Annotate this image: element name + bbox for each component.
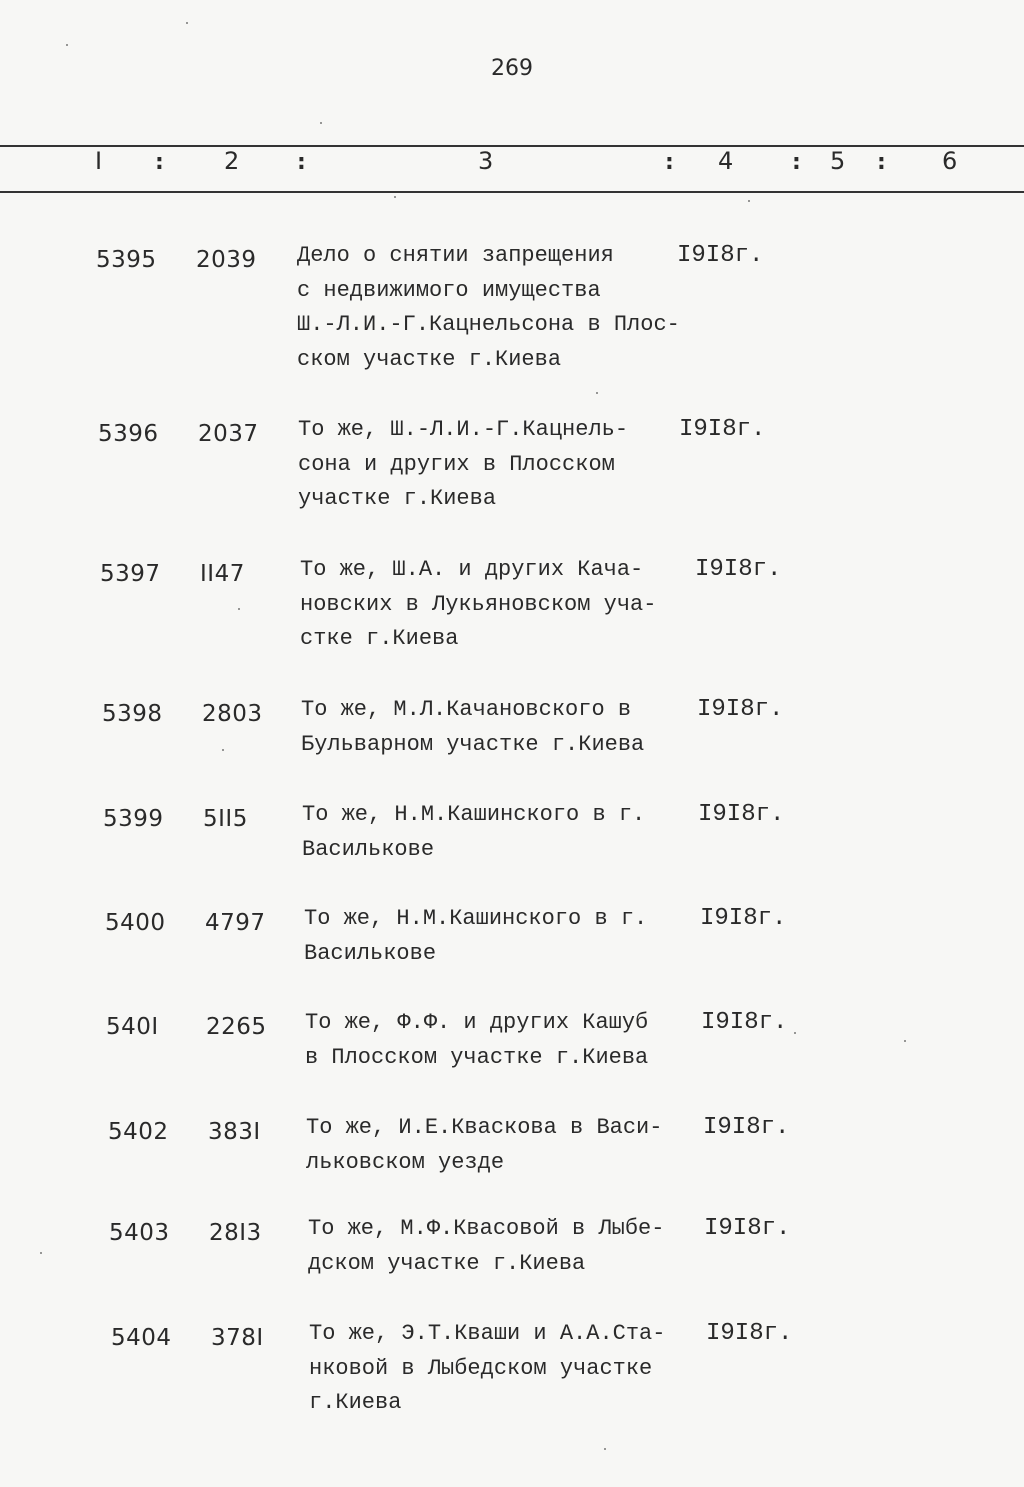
- file-number: 4797: [205, 910, 266, 936]
- entry-year: I9I8г.: [703, 1114, 790, 1141]
- entry-number: 5398: [102, 701, 163, 727]
- scan-speck: [394, 196, 396, 198]
- scan-speck: [596, 392, 598, 394]
- header-separator: :: [877, 150, 886, 175]
- header-col-2: 2: [224, 147, 240, 175]
- entry-number: 5399: [103, 806, 164, 832]
- entry-description: То же, Ш.-Л.И.-Г.Кацнель- сона и других в Плосском участке г.Киева: [298, 417, 629, 511]
- entry-number: 5404: [111, 1325, 172, 1351]
- scan-speck: [604, 1448, 606, 1450]
- entry-year: I9I8г.: [700, 905, 787, 932]
- file-number: 5II5: [203, 806, 248, 832]
- header-top-rule: [0, 145, 1024, 147]
- entry-description: То же, Ш.А. и других Кача- новских в Лукьяновском уча- стке г.Киева: [300, 557, 657, 651]
- entry-year: I9I8г.: [679, 416, 766, 443]
- scan-speck: [320, 122, 322, 124]
- entry-description: То же, М.Л.Качановского в Бульварном участке г.Киева: [301, 697, 645, 757]
- scan-speck: [222, 749, 224, 751]
- entry-number: 5400: [105, 910, 166, 936]
- entry-number: 5402: [108, 1119, 169, 1145]
- file-number: 383I: [208, 1119, 261, 1145]
- header-col-6: 6: [942, 147, 958, 175]
- file-number: 2037: [198, 421, 259, 447]
- header-separator: :: [297, 150, 306, 175]
- entry-number: 5395: [96, 247, 157, 273]
- file-number: 2265: [206, 1014, 267, 1040]
- entry-description: То же, Ф.Ф. и других Кашуб в Плосском участке г.Киева: [305, 1010, 649, 1070]
- entry-description: То же, Н.М.Кашинского в г. Василькове: [302, 802, 646, 862]
- file-number: 28I3: [209, 1220, 262, 1246]
- header-col-5: 5: [830, 147, 846, 175]
- entry-number: 5403: [109, 1220, 170, 1246]
- entry-number: 540I: [106, 1014, 159, 1040]
- header-separator: :: [665, 150, 674, 175]
- file-number: 378I: [211, 1325, 264, 1351]
- entry-year: I9I8г.: [695, 556, 782, 583]
- header-col-4: 4: [718, 147, 734, 175]
- entry-year: I9I8г.: [698, 801, 785, 828]
- entry-number: 5397: [100, 561, 161, 587]
- scan-speck: [904, 1040, 906, 1042]
- header-separator: :: [792, 150, 801, 175]
- header-col-3: 3: [478, 147, 494, 175]
- header-bottom-rule: [0, 191, 1024, 193]
- scan-speck: [40, 1252, 42, 1254]
- entry-year: I9I8г.: [677, 242, 764, 269]
- entry-year: I9I8г.: [701, 1009, 788, 1036]
- header-col-1: I: [95, 147, 103, 175]
- entry-description: То же, М.Ф.Квасовой в Лыбе- дском участке г.Киева: [308, 1216, 665, 1276]
- scan-speck: [66, 44, 68, 46]
- file-number: II47: [200, 561, 245, 587]
- entry-year: I9I8г.: [704, 1215, 791, 1242]
- entry-description: То же, Н.М.Кашинского в г. Василькове: [304, 906, 648, 966]
- entry-year: I9I8г.: [697, 696, 784, 723]
- scan-speck: [794, 1032, 796, 1034]
- file-number: 2803: [202, 701, 263, 727]
- page-number: 269: [491, 56, 533, 81]
- scan-speck: [238, 608, 240, 610]
- entry-description: То же, И.Е.Кваскова в Васи- льковском уезде: [306, 1115, 663, 1175]
- entry-number: 5396: [98, 421, 159, 447]
- entry-description: То же, Э.Т.Кваши и А.А.Ста- нковой в Лыбедском участке г.Киева: [309, 1321, 666, 1415]
- scan-speck: [748, 200, 750, 202]
- entry-year: I9I8г.: [706, 1320, 793, 1347]
- file-number: 2039: [196, 247, 257, 273]
- header-separator: :: [155, 150, 164, 175]
- scan-speck: [186, 22, 188, 24]
- entry-description: Дело о снятии запрещения с недвижимого имущества Ш.-Л.И.-Г.Кацнельсона в Плос- ском участке г.Киева: [297, 243, 680, 372]
